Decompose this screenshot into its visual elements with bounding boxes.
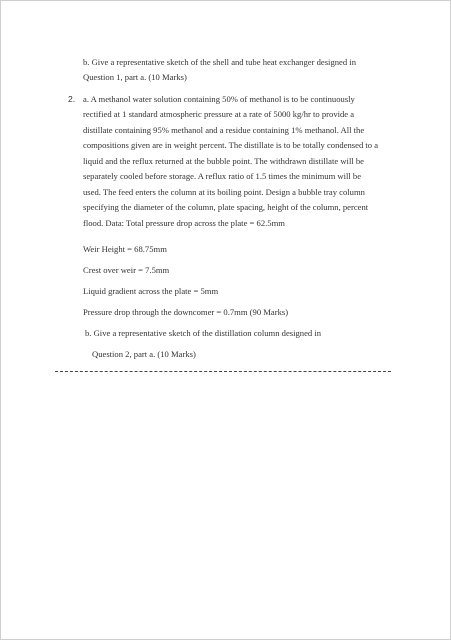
data-liquid-gradient: Liquid gradient across the plate = 5mm <box>83 286 219 296</box>
q2a-line-4: compositions given are in weight percent. The distillate is to be totally condensed to a <box>83 140 379 150</box>
q2a-line-6: separately cooled before storage. A reflux ratio of 1.5 times the minimum will be <box>83 171 362 181</box>
q2a-line-9: flood. Data: Total pressure drop across the plate = 62.5mm <box>83 218 285 228</box>
data-weir-height: Weir Height = 68.75mm <box>83 244 167 254</box>
q2a-line-1: a. A methanol water solution containing 50% of methanol is to be continuously <box>83 94 355 104</box>
question-number: 2. <box>68 94 76 104</box>
q2a-line-8: specifying the diameter of the column, plate spacing, height of the column, percent <box>83 202 369 212</box>
q2a-line-7: used. The feed enters the column at its boiling point. Design a bubble tray column <box>83 187 365 197</box>
q2a-line-5: liquid and the reflux returned at the bubble point. The withdrawn distillate will be <box>83 156 364 166</box>
q2b-line-1: b. Give a representative sketch of the distillation column designed in <box>85 328 322 338</box>
q2a-line-3: distillate containing 95% methanol and a residue containing 1% methanol. All the <box>83 125 365 135</box>
q2a-line-2: rectified at 1 standard atmospheric pressure at a rate of 5000 kg/hr to provide a <box>83 109 355 119</box>
q1b-line-2: Question 1, part a. (10 Marks) <box>83 72 187 82</box>
data-downcomer-drop: Pressure drop through the downcomer = 0.7mm (90 Marks) <box>83 307 289 317</box>
dashed-divider <box>55 371 391 372</box>
data-crest-over-weir: Crest over weir = 7.5mm <box>83 265 170 275</box>
q1b-line-1: b. Give a representative sketch of the shell and tube heat exchanger designed in <box>83 57 356 67</box>
q2b-line-2: Question 2, part a. (10 Marks) <box>92 349 196 359</box>
